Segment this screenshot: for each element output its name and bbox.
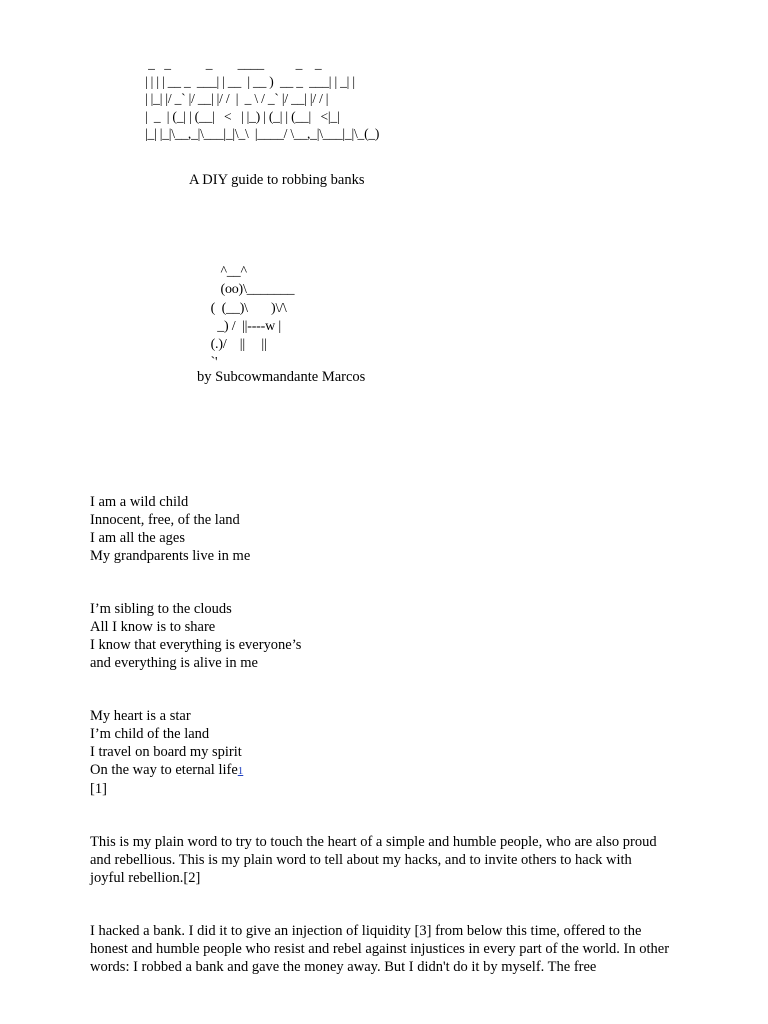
poem-line: and everything is alive in me: [90, 655, 258, 671]
poem-line: I travel on board my spirit: [90, 744, 242, 760]
poem-line-with-footnote: [90, 761, 243, 780]
poem-line: I’m child of the land: [90, 726, 210, 742]
poem-line: I’m sibling to the clouds: [90, 601, 232, 617]
footnote-marker: [1]: [90, 781, 107, 797]
poem-line: I am all the ages: [90, 530, 186, 546]
ascii-art-title-hack-back: _ _ _ ____ _ _ | | | | __ _ ___| | __ | __ ) __ _ ___| | _| | | |_| |/ _` |/ __| |/ / | _ \ / _` |/ __| |/ / | | _ | (_| | (__| < | |_) | (_| | (__| <|_| |_| |_|\__,_|\___|_|\_\ |____/ \__,_|\___|_|\_(_): [145, 56, 380, 141]
poem-stanza-3: [90, 707, 243, 798]
body-paragraph: I hacked a bank. I did it to give an injection of liquidity [3] from below this time, offered to the honest and humble people who resist and rebel against injustices in every part of the world. In other words: I robbed a bank and gave the money away. But I didn't do it by myself. The free: [90, 923, 670, 975]
ascii-art-cow: ^__^ (oo)\_______ ( (__)\ )\/\ _) / ||----w | (.)/ || || `': [210, 264, 295, 371]
author-byline: by Subcowmandante Marcos: [197, 369, 366, 385]
poem-line: My grandparents live in me: [90, 548, 251, 564]
poem-line: My heart is a star: [90, 708, 191, 724]
body-paragraph: This is my plain word to try to touch the heart of a simple and humble people, who are also proud and rebellious. This is my plain word to tell about my hacks, and to invite others to hack with joyful rebellion.[2]: [90, 834, 657, 886]
footnote-link-1[interactable]: 1: [237, 765, 244, 777]
poem-stanza-2: [90, 600, 301, 672]
poem-line: Innocent, free, of the land: [90, 512, 240, 528]
poem-line: I am a wild child: [90, 494, 189, 510]
poem-line: On the way to eternal life: [90, 762, 238, 778]
poem-stanza-1: [90, 493, 250, 565]
document-subtitle: A DIY guide to robbing banks: [189, 172, 365, 188]
poem-line: All I know is to share: [90, 619, 216, 635]
poem-line: I know that everything is everyone’s: [90, 637, 302, 653]
